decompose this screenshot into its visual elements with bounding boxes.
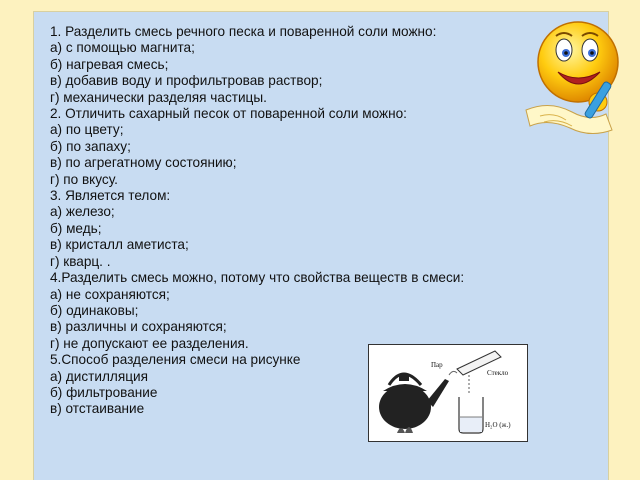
q5-title: 5.Способ разделения смеси на рисунке [50, 352, 301, 368]
q4-option-a: а) не сохраняются; [50, 286, 170, 302]
q3-title: 3. Является телом: [50, 188, 171, 204]
q4-title: 4.Разделить смесь можно, потому что свойства веществ в смеси: [50, 270, 465, 286]
q4-option-b: б) одинаковы; [50, 302, 139, 318]
q3-option-d: г) кварц. . [50, 253, 111, 269]
q1-option-c: в) добавив воду и профильтровав раствор; [50, 73, 323, 89]
q1-option-b: б) нагревая смесь; [50, 56, 169, 72]
q5-option-b: б) фильтрование [50, 384, 158, 400]
q4-option-d: г) не допускают ее разделения. [50, 335, 249, 351]
q5-option-c: в) отстаивание [50, 401, 145, 417]
q3-option-a: а) железо; [50, 204, 115, 220]
q2-option-a: а) по цвету; [50, 122, 124, 138]
q1-title: 1. Разделить смесь речного песка и поваренной соли можно: [50, 24, 437, 39]
steam-label: Пар [431, 361, 443, 369]
glass-label: Стекло [487, 369, 509, 377]
q2-option-c: в) по агрегатному состоянию; [50, 155, 237, 171]
q2-title: 2. Отличить сахарный песок от поваренной соли можно: [50, 106, 407, 122]
water-label: H₂O (ж.) [485, 421, 511, 429]
q4-option-c: в) различны и сохраняются; [50, 319, 227, 335]
q3-option-c: в) кристалл аметиста; [50, 237, 189, 253]
q5-option-a: а) дистилляция [50, 368, 148, 384]
q1-option-a: а) с помощью магнита; [50, 40, 195, 56]
q2-option-b: б) по запаху; [50, 138, 131, 154]
q1-option-d: г) механически разделяя частицы. [50, 89, 267, 105]
q3-option-b: б) медь; [50, 220, 102, 236]
distillation-figure [368, 344, 528, 442]
q2-option-d: г) по вкусу. [50, 171, 118, 187]
smiley-writing-icon [520, 14, 626, 140]
